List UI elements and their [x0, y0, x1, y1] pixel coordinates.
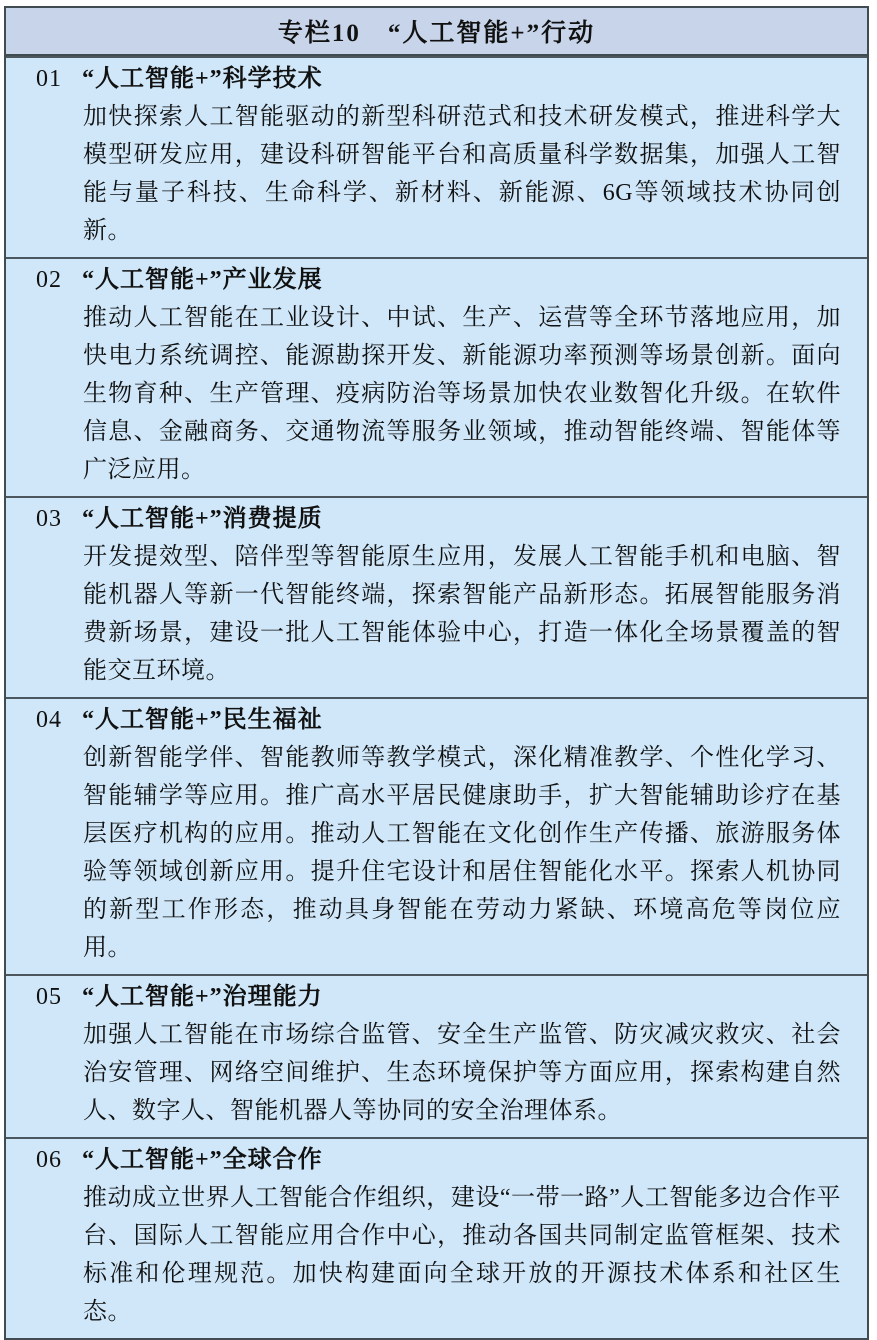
section-heading — [36, 1141, 841, 1179]
section-title: “人工智能+”治理能力 — [82, 984, 323, 1010]
section-number: 02 — [36, 267, 62, 293]
section-title: “人工智能+”产业发展 — [82, 267, 323, 293]
section-title: “人工智能+”民生福祉 — [82, 707, 323, 733]
section-title: “人工智能+”消费提质 — [82, 506, 323, 532]
section-number: 01 — [36, 66, 62, 92]
section-04 — [6, 697, 867, 974]
section-title: “人工智能+”全球合作 — [82, 1147, 323, 1173]
section-heading — [36, 500, 841, 538]
panel-title: 专栏10 “人工智能+”行动 — [277, 20, 596, 47]
section-02 — [6, 257, 867, 496]
section-01 — [6, 56, 867, 257]
panel-header — [6, 8, 867, 56]
section-body: 开发提效型、陪伴型等智能原生应用，发展人工智能手机和电脑、智能机器人等新一代智能终端，探索智能产品新形态。拓展智能服务消费新场景，建设一批人工智能体验中心，打造一体化全场景覆盖的智能交互环境。 — [83, 544, 841, 684]
section-heading — [36, 60, 841, 98]
section-title: “人工智能+”科学技术 — [82, 66, 323, 92]
section-number: 04 — [36, 707, 62, 733]
section-body: 加快探索人工智能驱动的新型科研范式和技术研发模式，推进科学大模型研发应用，建设科研智能平台和高质量科学数据集，加强人工智能与量子科技、生命科学、新材料、新能源、6G等领域技术协同创新。 — [83, 104, 841, 244]
section-body: 推动人工智能在工业设计、中试、生产、运营等全环节落地应用，加快电力系统调控、能源勘探开发、新能源功率预测等场景创新。面向生物育种、生产管理、疫病防治等场景加快农业数智化升级。在软件信息、金融商务、交通物流等服务业领域，推动智能终端、智能体等广泛应用。 — [83, 305, 841, 483]
column-panel — [4, 6, 869, 1340]
section-heading — [36, 701, 841, 739]
section-03 — [6, 496, 867, 697]
section-heading — [36, 978, 841, 1016]
section-number: 03 — [36, 506, 62, 532]
section-body: 创新智能学伴、智能教师等教学模式，深化精准教学、个性化学习、智能辅学等应用。推广高水平居民健康助手，扩大智能辅助诊疗在基层医疗机构的应用。推动人工智能在文化创作生产传播、旅游服务体验等领域创新应用。提升住宅设计和居住智能化水平。探索人机协同的新型工作形态，推动具身智能在劳动力紧缺、环境高危等岗位应用。 — [83, 745, 841, 961]
section-body: 推动成立世界人工智能合作组织，建设“一带一路”人工智能多边合作平台、国际人工智能应用合作中心，推动各国共同制定监管框架、技术标准和伦理规范。加快构建面向全球开放的开源技术体系和社区生态。 — [83, 1185, 841, 1325]
section-number: 06 — [36, 1147, 62, 1173]
section-number: 05 — [36, 984, 62, 1010]
section-heading — [36, 261, 841, 299]
section-05 — [6, 974, 867, 1137]
section-body: 加强人工智能在市场综合监管、安全生产监管、防灾减灾救灾、社会治安管理、网络空间维护、生态环境保护等方面应用，探索构建自然人、数字人、智能机器人等协同的安全治理体系。 — [83, 1022, 841, 1124]
section-06 — [6, 1137, 867, 1338]
